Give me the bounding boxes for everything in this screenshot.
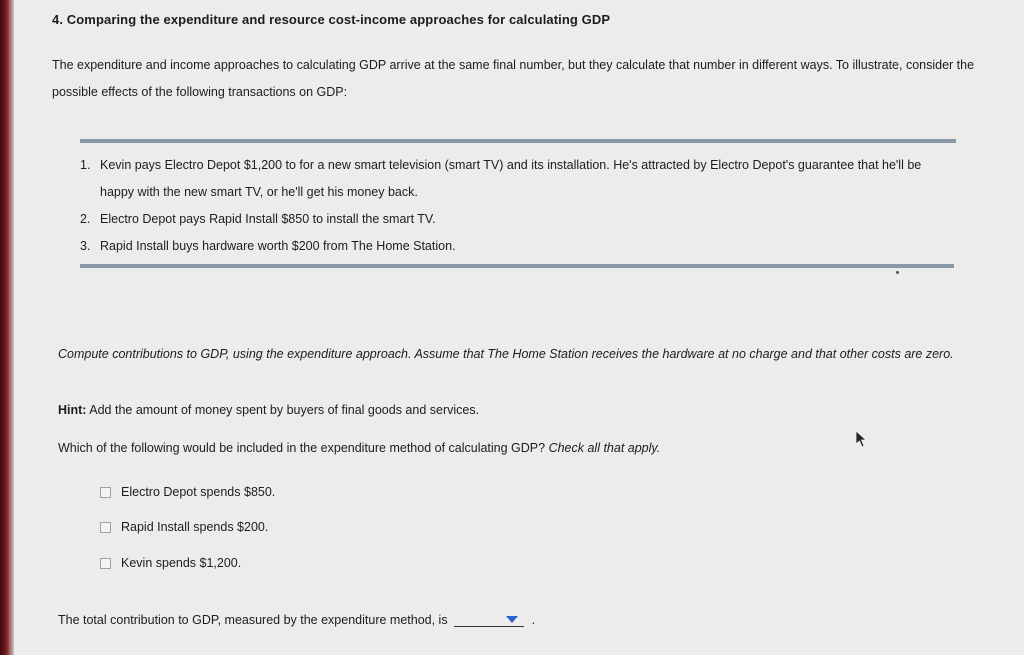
transaction-list bbox=[80, 152, 940, 260]
list-item bbox=[80, 206, 940, 233]
question-page bbox=[14, 0, 1024, 655]
item-text: Electro Depot pays Rapid Install $850 to install the smart TV. bbox=[100, 212, 436, 226]
question-title: 4. Comparing the expenditure and resource cost-income approaches for calculating GDP bbox=[52, 12, 611, 27]
divider-top bbox=[80, 139, 956, 143]
hint-text bbox=[58, 403, 479, 417]
option-label: Kevin spends $1,200. bbox=[121, 556, 242, 570]
item-number: 3. bbox=[80, 239, 91, 253]
item-number: 1. bbox=[80, 158, 91, 172]
option-rapid-install[interactable] bbox=[100, 520, 268, 534]
item-text: Rapid Install buys hardware worth $200 from The Home Station. bbox=[100, 239, 456, 253]
option-label: Rapid Install spends $200. bbox=[121, 520, 269, 534]
total-period: . bbox=[531, 613, 536, 627]
checkbox[interactable] bbox=[100, 487, 111, 498]
chevron-down-icon[interactable] bbox=[506, 616, 518, 623]
window-edge bbox=[0, 0, 14, 655]
hint-label: Hint: bbox=[58, 403, 87, 417]
mouse-pointer-icon bbox=[854, 430, 870, 448]
option-label: Electro Depot spends $850. bbox=[121, 485, 276, 499]
decorative-dot bbox=[896, 271, 899, 274]
list-item bbox=[80, 233, 940, 260]
divider-bottom bbox=[80, 264, 954, 268]
check-question bbox=[58, 441, 660, 455]
option-kevin[interactable] bbox=[100, 556, 241, 570]
check-instruction: Check all that apply. bbox=[548, 441, 661, 455]
compute-prompt: Compute contributions to GDP, using the expenditure approach. Assume that The Home Station receives the hardware at no charge and that other costs are zero. bbox=[58, 347, 954, 361]
item-number: 2. bbox=[80, 212, 91, 226]
question-intro: The expenditure and income approaches to calculating GDP arrive at the same final number, but they calculate that number in different ways. To illustrate, consider the possible effects of the following transactions on GDP: bbox=[52, 58, 975, 99]
list-item bbox=[80, 152, 940, 206]
option-electro-depot[interactable] bbox=[100, 485, 275, 499]
checkbox[interactable] bbox=[100, 522, 111, 533]
check-question-text: Which of the following would be included in the expenditure method of calculating GDP? bbox=[58, 441, 549, 455]
total-dropdown[interactable] bbox=[454, 610, 524, 627]
item-text: Kevin pays Electro Depot $1,200 to for a new smart television (smart TV) and its installation. He's attracted by Electro Depot's guarantee that he'll be happy with the new smart TV, or he'll get his money back. bbox=[100, 158, 922, 199]
checkbox[interactable] bbox=[100, 558, 111, 569]
total-statement bbox=[58, 610, 535, 627]
total-text: The total contribution to GDP, measured by the expenditure method, is bbox=[58, 613, 448, 627]
hint-body: Add the amount of money spent by buyers of final goods and services. bbox=[86, 403, 480, 417]
